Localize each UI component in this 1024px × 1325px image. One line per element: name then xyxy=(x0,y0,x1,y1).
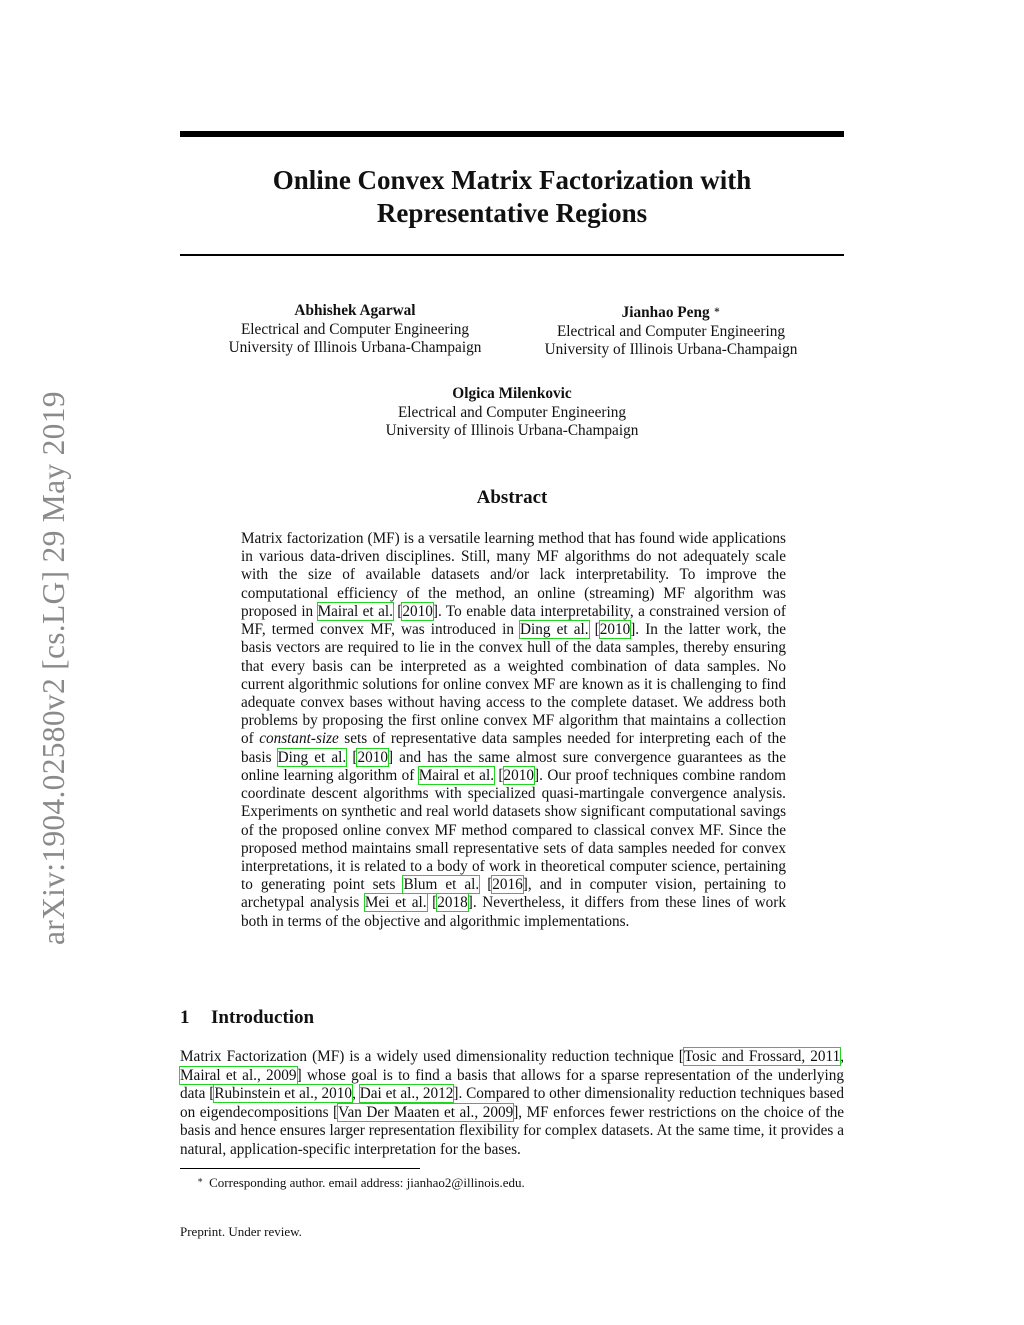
preprint-footer: Preprint. Under review. xyxy=(180,1224,302,1239)
citation-link[interactable]: 2010 xyxy=(402,602,433,620)
citation-link[interactable]: Ding et al. xyxy=(520,621,589,639)
author-name: Olgica Milenkovic xyxy=(452,385,572,402)
abstract-body xyxy=(241,530,786,931)
citation-link[interactable]: 2018 xyxy=(437,894,468,912)
arxiv-id: arXiv:1904.02580v2 [cs.LG] 29 May 2019 xyxy=(36,391,71,945)
intro-text: ]. Compared to other dimensionality reduction techniques based on eigendecompositions [ xyxy=(180,1085,845,1121)
author-affiliation: University of Illinois Urbana-Champaign xyxy=(228,339,482,356)
abstract-text: ]. In the latter work, the basis vectors are required to lie in the convex hull of the data samples, thereby ensuring that every basis can be interpreted as a weighted combination of data samples. No current algorithmic solutions for online convex MF are known as it is challenging to find adequate convex bases without having access to the complete dataset. We address both problems by proposing the first online convex MF algorithm that maintains a collection of xyxy=(241,621,786,748)
arxiv-stamp xyxy=(30,345,70,945)
citation-link[interactable]: 2010 xyxy=(503,766,535,784)
abstract-text: ]. Nevertheless, it differs from these lines of work both in terms of the objective and algorithmic implementations. xyxy=(241,894,786,930)
abstract-text: ], and in computer vision, pertaining to archetypal analysis xyxy=(241,876,786,912)
author-dept: Electrical and Computer Engineering xyxy=(397,403,627,421)
paper-title xyxy=(180,164,844,230)
citation-link[interactable]: Van Der Maaten et al., 2009 xyxy=(338,1103,514,1121)
abstract-text: ]. To enable data interpretability, a constrained version of MF, termed convex MF, was introduced in xyxy=(241,602,786,639)
citation-separator: [ xyxy=(346,748,358,766)
citation-separator: [ xyxy=(588,621,600,639)
citation-link[interactable]: 2016 xyxy=(492,876,523,894)
citation-separator: [ xyxy=(392,602,403,620)
intro-text: ], MF enforces fewer restrictions on the choice of the basis and hence ensures larger representation flexibility for complex datasets. At the same time, it provides a natural, application-specific interpretation for the bases. xyxy=(180,1103,844,1158)
author-dept: Electrical and Computer Engineering xyxy=(240,320,470,338)
introduction-body xyxy=(180,1048,844,1160)
citation-link[interactable]: Tosic and Frossard, 2011 xyxy=(683,1048,841,1065)
abstract-text: Matrix factorization (MF) is a versatile learning method that has found wide applications in various data-driven disciplines. Still, many MF algorithms do not adequately scale with the size of available datasets and/or lack interpretability. To improve the computational efficiency of the method, an online (streaming) MF algorithm was proposed in xyxy=(241,530,786,620)
section-number: 1 xyxy=(180,1007,190,1028)
footnote-marker: ∗ xyxy=(197,1175,204,1185)
author-block-2 xyxy=(520,302,822,360)
citation-link[interactable]: Mairal et al., 2009 xyxy=(180,1066,297,1084)
citation-link[interactable]: Dai et al., 2012 xyxy=(359,1085,454,1103)
citation-link[interactable]: Mei et al. xyxy=(364,894,427,912)
author-dept: Electrical and Computer Engineering xyxy=(556,322,786,340)
abstract-text: ]. Our proof techniques combine random coordinate descent algorithms with specialized quasi-martingale convergence analysis. Experiments on synthetic and real world datasets show significant computational savings of the proposed online convex MF method compared to classical convex MF. Since the proposed method maintains small representative sets of data samples needed for convex interpretations, it is related to a body of work in theoretical computer science, pertaining to generating point sets xyxy=(241,766,786,894)
citation-link[interactable]: Mairal et al. xyxy=(418,766,495,784)
author-affiliation: University of Illinois Urbana-Champaign xyxy=(544,341,798,358)
abstract-heading: Abstract xyxy=(476,487,548,508)
section-heading-introduction xyxy=(180,1007,314,1029)
citation-link[interactable]: Mairal et al. xyxy=(317,602,393,620)
citation-link[interactable]: 2010 xyxy=(357,748,388,766)
footnote-text: Corresponding author. email address: jianhao2@illinois.edu. xyxy=(209,1175,525,1190)
abstract-text: sets of representative data samples needed for interpreting each of the basis xyxy=(241,730,786,766)
citation-separator: [ xyxy=(426,894,438,912)
author-name-line xyxy=(520,302,822,323)
author-affiliation: University of Illinois Urbana-Champaign xyxy=(385,422,639,439)
citation-link[interactable]: 2010 xyxy=(599,621,631,639)
footnote-rule xyxy=(180,1168,420,1169)
abstract-text: ] and has the same almost sure convergence guarantees as the online learning algorithm of xyxy=(241,748,787,784)
section-title: Introduction xyxy=(211,1007,315,1028)
citation-link[interactable]: Rubinstein et al., 2010 xyxy=(214,1085,353,1103)
title-top-rule xyxy=(180,131,844,137)
citation-link[interactable]: Blum et al. xyxy=(403,876,480,894)
intro-text: ] whose goal is to find a basis that allows for a sparse representation of the underlying data [ xyxy=(180,1066,844,1103)
title-bottom-rule xyxy=(180,254,844,256)
intro-text: Matrix Factorization (MF) is a widely used dimensionality reduction technique [ xyxy=(180,1048,684,1065)
author-name: Abhishek Agarwal xyxy=(294,302,416,319)
footnote-marker[interactable]: ∗ xyxy=(713,305,721,316)
title-line-1: Online Convex Matrix Factorization with xyxy=(272,165,752,195)
citation-separator: , xyxy=(352,1085,360,1103)
author-block-3 xyxy=(362,385,662,441)
abstract-emphasis: constant-size xyxy=(259,730,339,748)
footnote xyxy=(197,1175,525,1191)
author-block-1 xyxy=(200,302,510,358)
author-name: Jianhao Peng xyxy=(621,304,710,321)
citation-link[interactable]: Ding et al. xyxy=(277,748,347,766)
citation-separator: [ xyxy=(479,876,493,894)
title-line-2: Representative Regions xyxy=(376,198,648,228)
citation-separator: , xyxy=(840,1048,845,1065)
citation-separator: [ xyxy=(494,766,504,784)
